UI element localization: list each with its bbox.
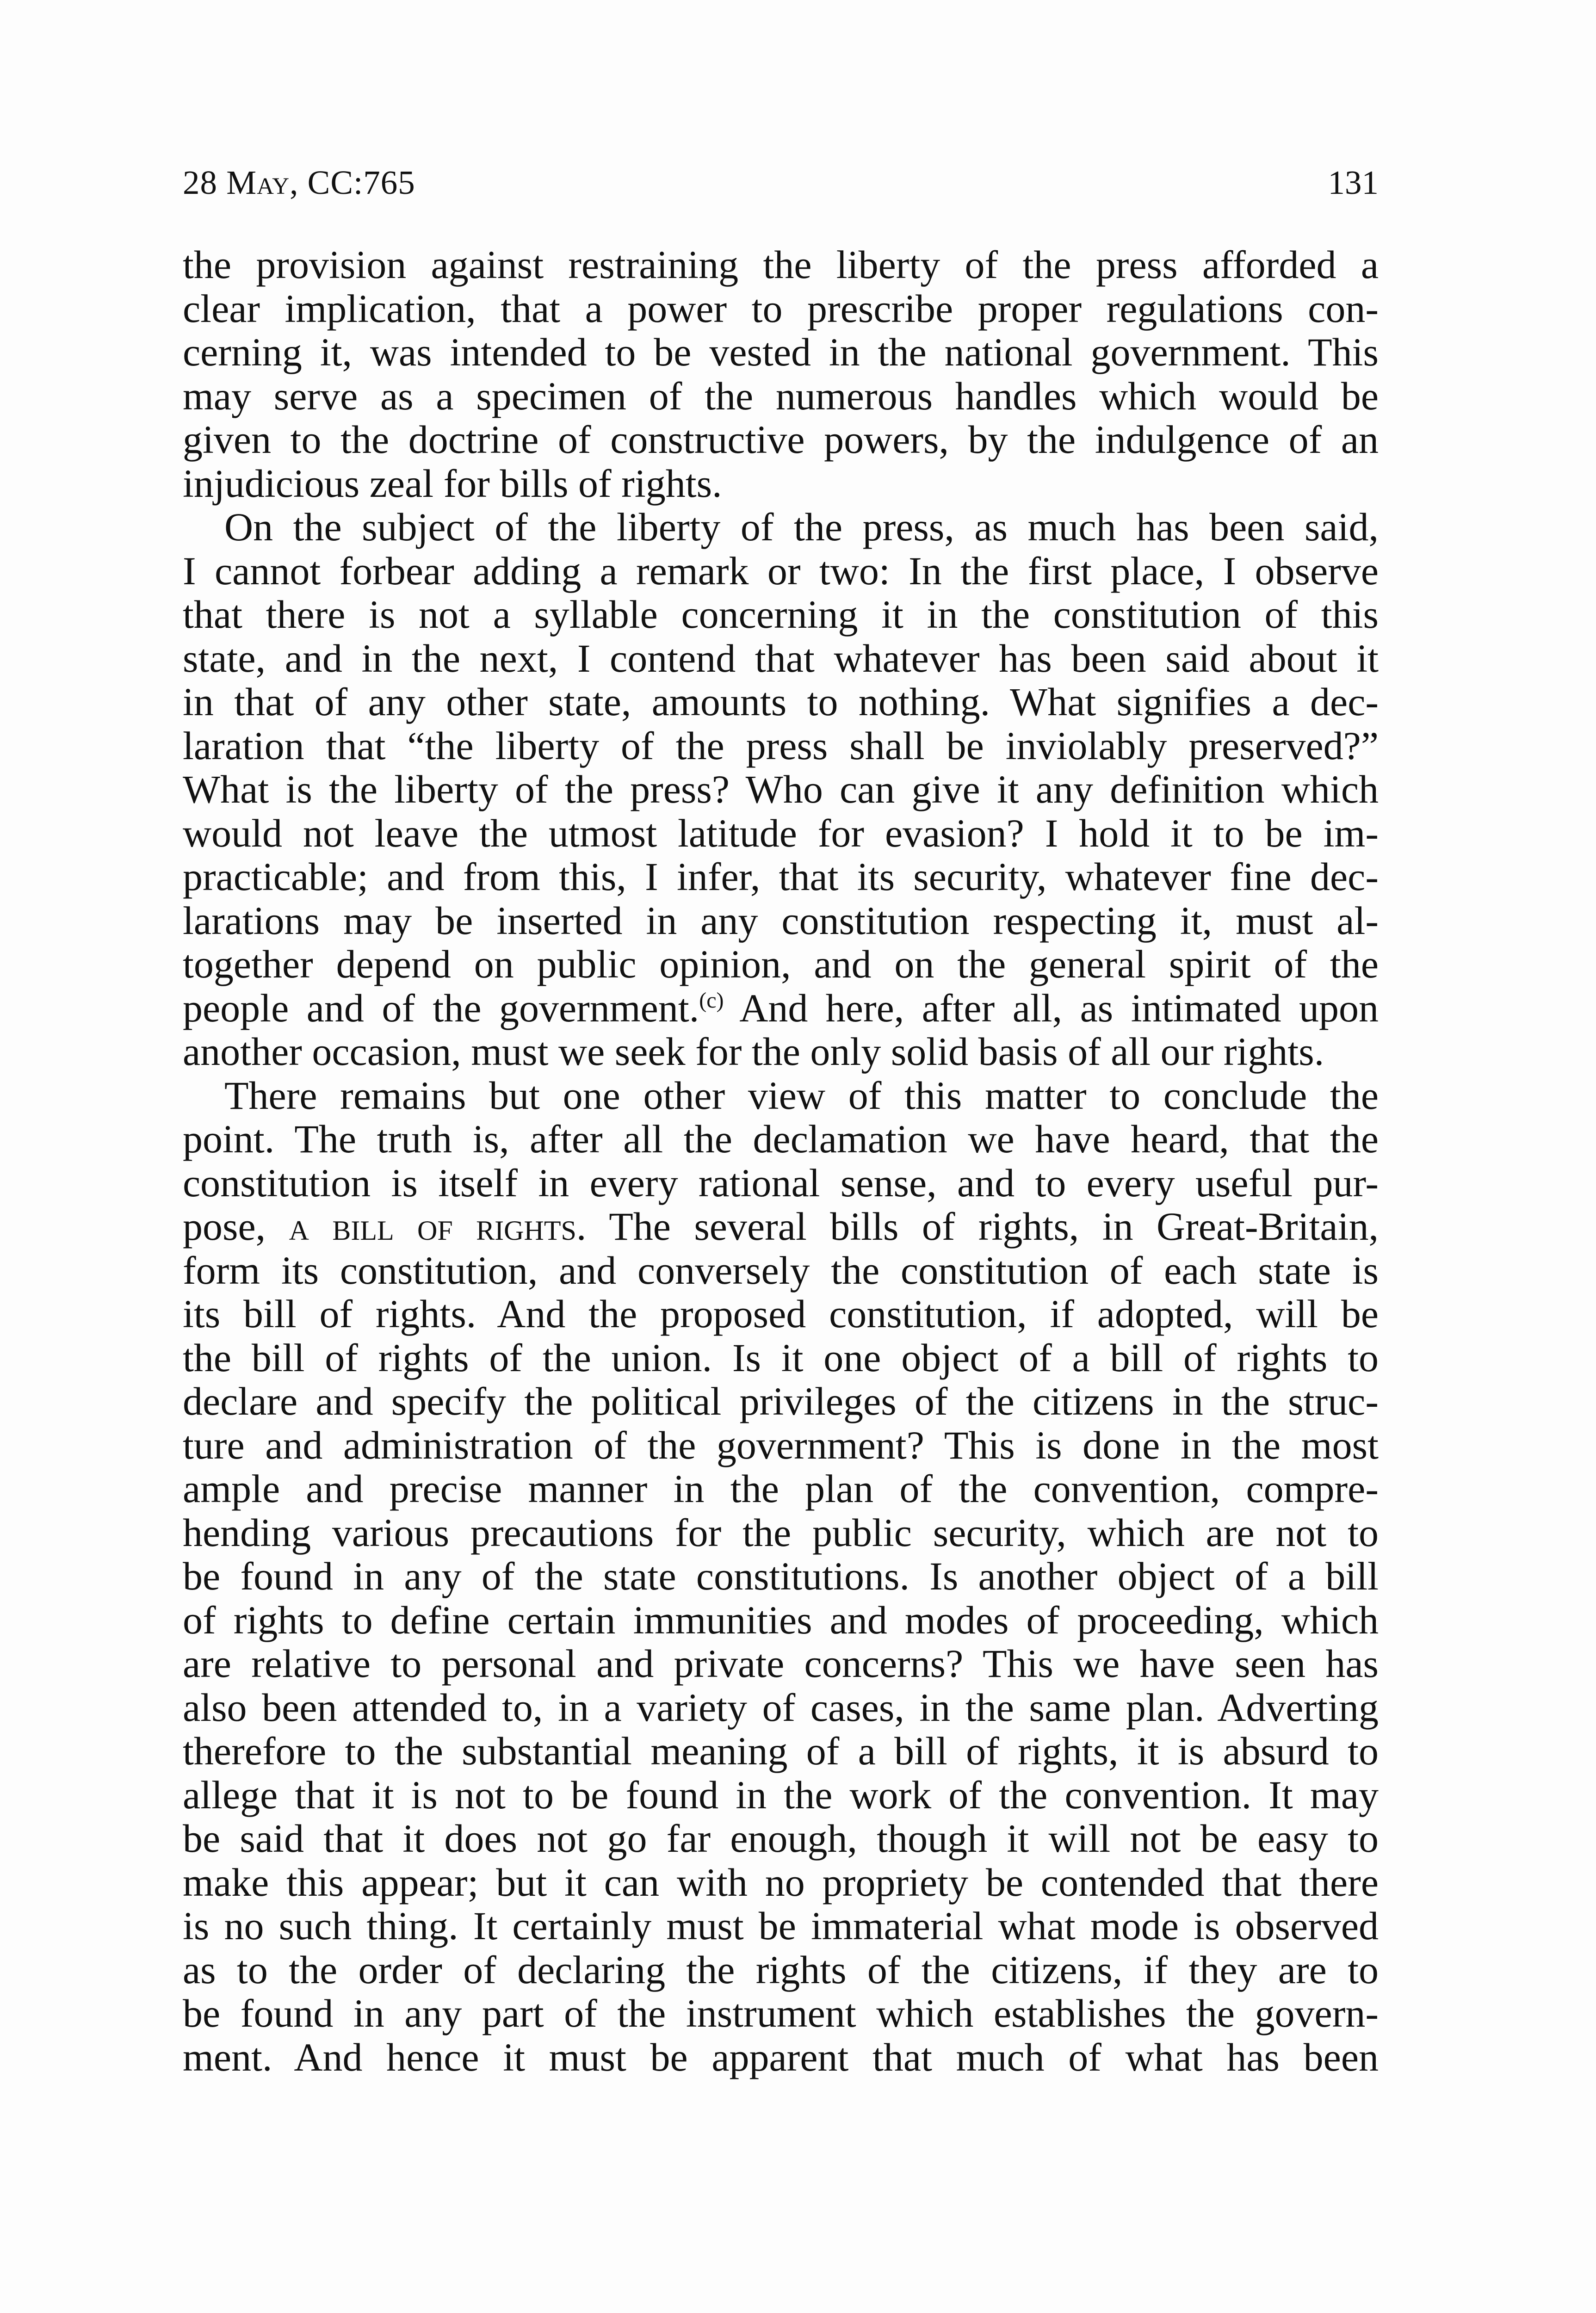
text-line: clear implication, that a power to prescribe proper regulations con- <box>183 286 1379 331</box>
header-document-ref: CC:765 <box>307 164 415 201</box>
text-line-with-footnote <box>183 986 1379 1030</box>
paragraph <box>183 505 1379 1074</box>
line-text-after-marker: And here, after all, as intimated upon <box>724 985 1379 1030</box>
text-line: constitution is itself in every rational sense, and to every useful pur- <box>183 1160 1379 1205</box>
text-line: may serve as a specimen of the numerous handles which would be <box>183 373 1379 418</box>
text-line: laration that “the liberty of the press shall be inviolably preserved?” <box>183 723 1379 768</box>
text-line: that there is not a syllable concerning it in the constitution of this <box>183 592 1379 637</box>
page-number: 131 <box>1328 164 1379 201</box>
text-line: There remains but one other view of this matter to conclude the <box>224 1073 1379 1118</box>
text-line: allege that it is not to be found in the work of the convention. It may <box>183 1772 1379 1817</box>
line-text: pose, <box>183 1204 289 1249</box>
text-line: be found in any part of the instrument which establishes the govern- <box>183 1991 1379 2035</box>
text-line: of rights to define certain immunities and modes of proceeding, which <box>183 1597 1379 1642</box>
text-line: On the subject of the liberty of the press, as much has been said, <box>224 505 1379 549</box>
running-head-left <box>183 157 415 208</box>
text-line: hending various precautions for the public security, which are not to <box>183 1510 1379 1555</box>
text-line: be found in any of the state constitutions. Is another object of a bill <box>183 1554 1379 1598</box>
text-line: in that of any other state, amounts to nothing. What signifies a dec- <box>183 680 1379 724</box>
text-line: the provision against restraining the liberty of the press afforded a <box>183 242 1379 287</box>
text-line: injudicious zeal for bills of rights. <box>183 461 722 506</box>
text-line: given to the doctrine of constructive powers, by the indulgence of an <box>183 417 1379 462</box>
header-date-number: 28 <box>183 164 217 201</box>
text-line: would not leave the utmost latitude for evasion? I hold it to be im- <box>183 810 1379 855</box>
text-line: together depend on public opinion, and on the general spirit of the <box>183 942 1379 986</box>
text-line: practicable; and from this, I infer, that its security, whatever fine dec- <box>183 854 1379 899</box>
text-line: be said that it does not go far enough, though it will not be easy to <box>183 1816 1379 1861</box>
text-line: therefore to the substantial meaning of a bill of rights, it is absurd to <box>183 1729 1379 1773</box>
line-text-after-small-caps: . The several bills of rights, in Great-Britain, <box>576 1204 1379 1249</box>
text-line: declare and specify the political privileges of the citizens in the struc- <box>183 1379 1379 1423</box>
footnote-marker[interactable]: (c) <box>699 988 724 1013</box>
text-line-with-small-caps <box>183 1205 1379 1249</box>
text-line: another occasion, must we seek for the only solid basis of all our rights. <box>183 1029 1324 1074</box>
paragraph <box>183 1074 1379 2079</box>
text-line: cerning it, was intended to be vested in the national government. This <box>183 330 1379 374</box>
text-line: ture and administration of the government? This is done in the most <box>183 1422 1379 1467</box>
text-line: ment. And hence it must be apparent that much of what has been <box>183 2035 1379 2079</box>
text-line: What is the liberty of the press? Who can give it any definition which <box>183 767 1379 811</box>
running-head <box>183 157 1379 208</box>
text-line: larations may be inserted in any constitution respecting it, must al- <box>183 898 1379 943</box>
text-line: form its constitution, and conversely the constitution of each state is <box>183 1248 1379 1293</box>
text-line: its bill of rights. And the proposed constitution, if adopted, will be <box>183 1292 1379 1336</box>
text-line: are relative to personal and private concerns? This we have seen has <box>183 1641 1379 1686</box>
text-line: as to the order of declaring the rights of the citizens, if they are to <box>183 1947 1379 1992</box>
small-caps-phrase: a bill of rights <box>289 1204 576 1249</box>
line-text: people and of the government. <box>183 985 699 1030</box>
text-line: state, and in the next, I contend that whatever has been said about it <box>183 636 1379 680</box>
text-line: also been attended to, in a variety of cases, in the same plan. Adverting <box>183 1685 1379 1730</box>
text-line: is no such thing. It certainly must be immaterial what mode is observed <box>183 1904 1379 1948</box>
text-line: I cannot forbear adding a remark or two: In the first place, I observe <box>183 548 1379 593</box>
text-line: ample and precise manner in the plan of the convention, compre- <box>183 1466 1379 1511</box>
text-line: point. The truth is, after all the declamation we have heard, that the <box>183 1117 1379 1161</box>
text-line: the bill of rights of the union. Is it one object of a bill of rights to <box>183 1335 1379 1380</box>
body-text <box>183 243 1379 2079</box>
header-date-month: May, <box>226 164 299 201</box>
paragraph <box>183 243 1379 505</box>
text-line: make this appear; but it can with no propriety be contended that there <box>183 1860 1379 1905</box>
